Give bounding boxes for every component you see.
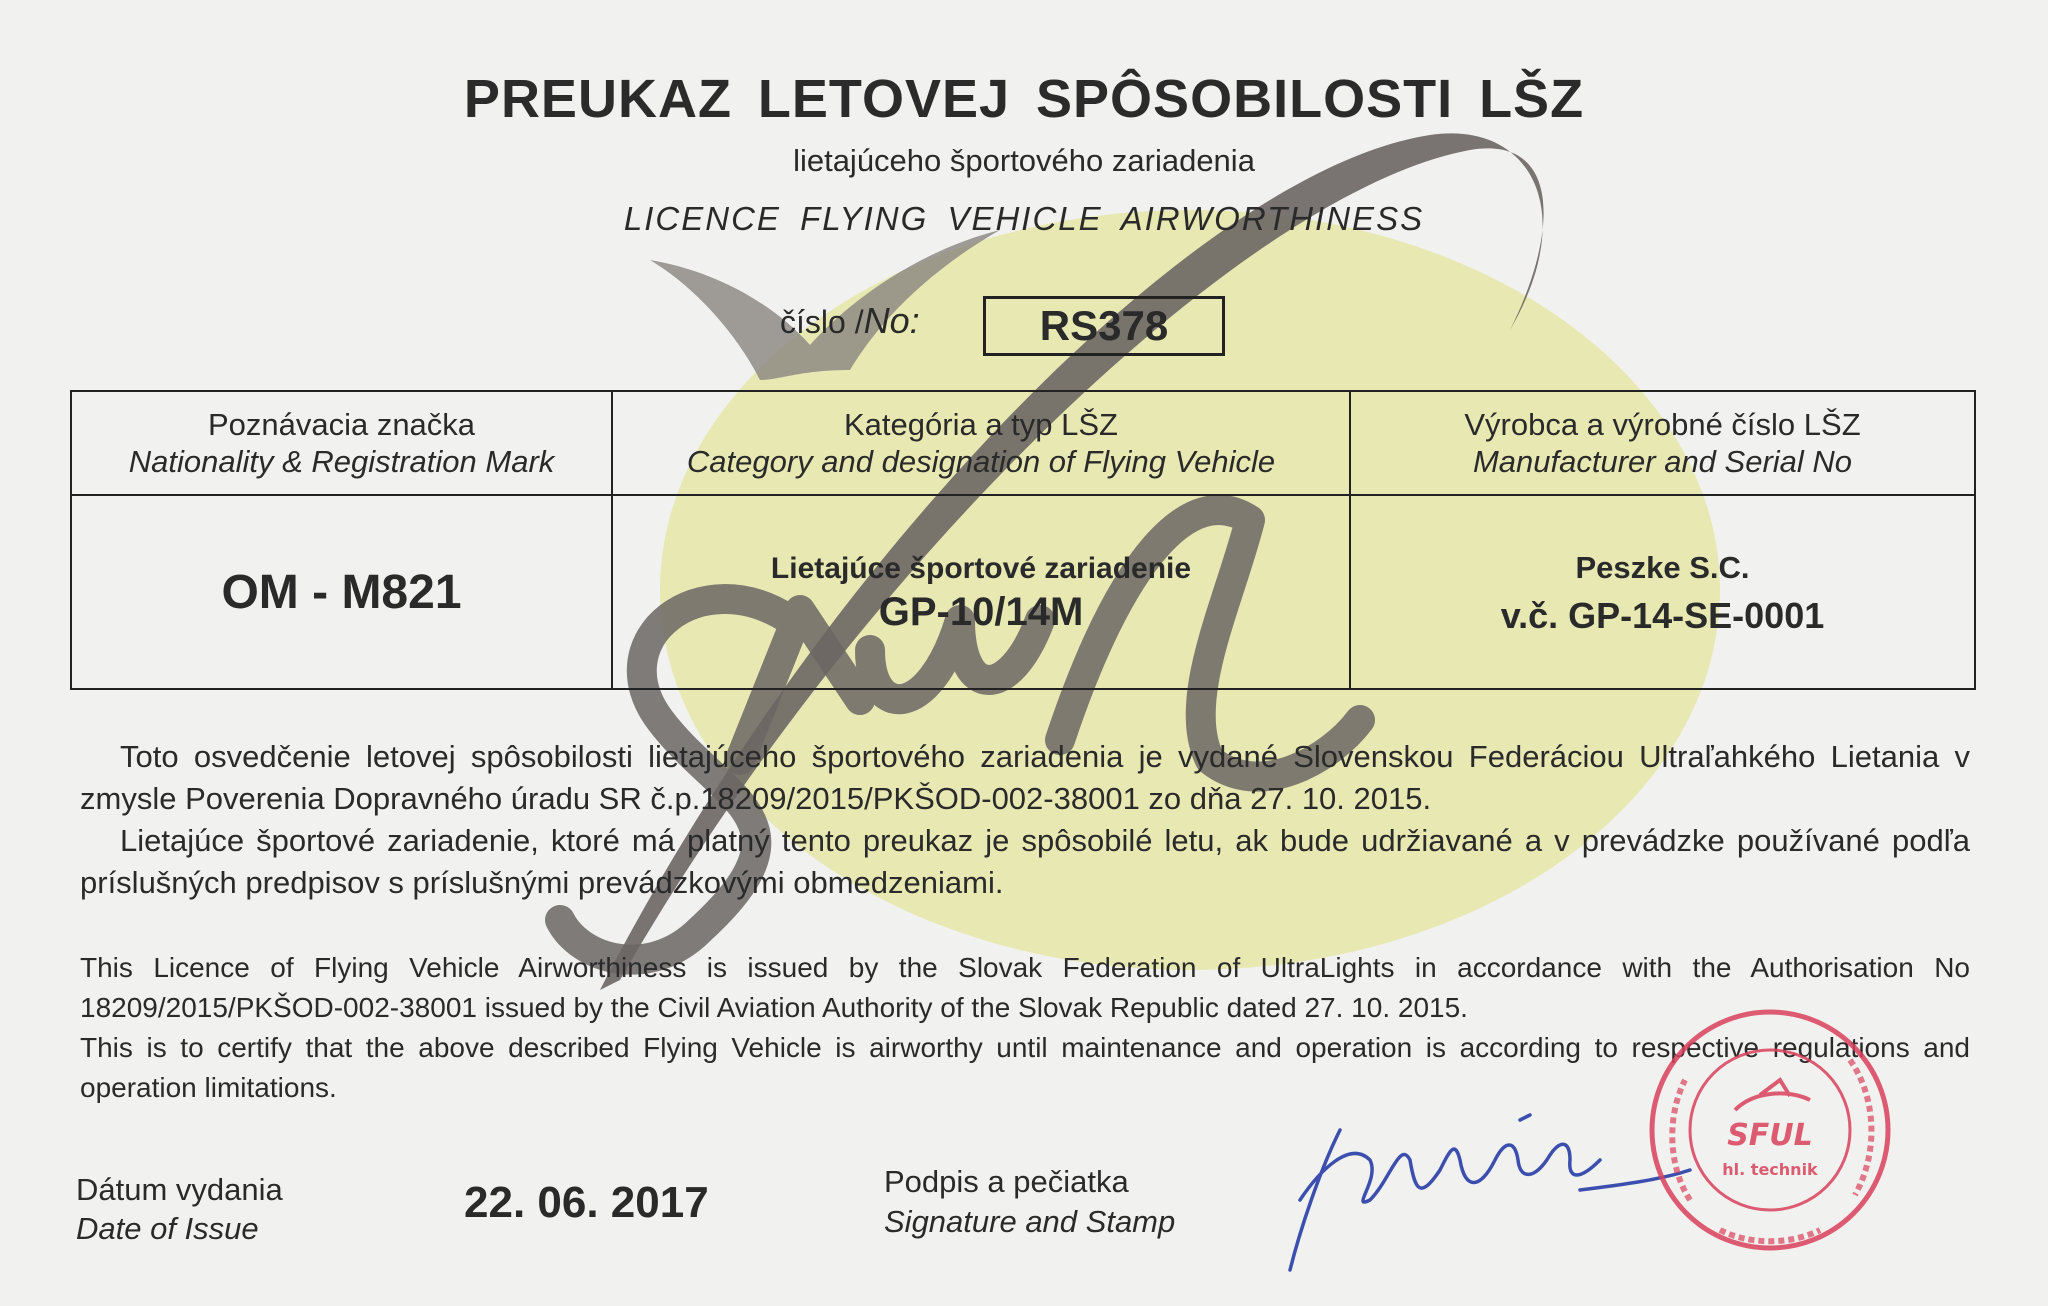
sig-label-en: Signature and Stamp	[884, 1204, 1176, 1239]
document-subtitle-en: LICENCE FLYING VEHICLE AIRWORTHINESS	[623, 200, 1425, 237]
manufacturer-cell	[1350, 495, 1975, 689]
signature-label	[884, 1162, 1175, 1242]
paragraph-en-1-text: This Licence of Flying Vehicle Airworthiness is issued by the Slovak Federation of UltraLights in accordance with the Authorisation No 18209/2015/PKŠOD-002-38001 issued by the Civil Aviation Authority of the Slovak Republic dated 27. 10. 2015.	[80, 952, 1970, 1023]
paragraph-sk-2-text: Lietajúce športové zariadenie, ktoré má platný tento preukaz je spôsobilé letu, ak bude udržiavané a v prevádzke používané podľa príslušných predpisov s príslušnými prevádzkovými obmedzeniami.	[80, 823, 1970, 900]
date-label-sk: Dátum vydania	[76, 1172, 283, 1207]
document-title: PREUKAZ LETOVEJ SPÔSOBILOSTI LŠZ	[463, 69, 1585, 129]
header-registration-en: Nationality & Registration Mark	[128, 444, 555, 479]
paragraph-sk-2	[80, 820, 1970, 904]
header-registration-sk: Poznávacia značka	[207, 407, 476, 442]
registration-table	[70, 390, 1976, 690]
registration-mark: OM - M821	[71, 495, 612, 689]
svg-text:SFUL: SFUL	[1727, 1118, 1813, 1153]
official-stamp	[1640, 1000, 1900, 1260]
number-label-sk: číslo /	[780, 304, 864, 340]
number-label-en: No:	[863, 300, 920, 341]
table-value-row	[71, 495, 1975, 689]
paragraph-sk-1	[80, 736, 1970, 820]
paragraph-en-2-text: This is to certify that the above described Flying Vehicle is airworthy until maintenance and operation is according to respective regulations and operation limitations.	[80, 1032, 1970, 1103]
header-category-sk: Kategória a typ LŠZ	[844, 407, 1118, 442]
date-of-issue-value: 22. 06. 2017	[464, 1178, 709, 1227]
date-of-issue-label	[76, 1170, 283, 1248]
header-manufacturer-en: Manufacturer and Serial No	[1472, 444, 1853, 479]
header-category-en: Category and designation of Flying Vehicle	[686, 444, 1276, 479]
number-label	[780, 300, 920, 342]
svg-text:hl. technik: hl. technik	[1722, 1160, 1818, 1179]
header-category	[612, 391, 1350, 495]
paragraph-sk-1-text: Toto osvedčenie letovej spôsobilosti lietajúceho športového zariadenia je vydané Slovenskou Federáciou Ultraľahkého Lietania v zmysle Poverenia Dopravného úradu SR č.p.18209/2015/PKŠOD-002-38001 zo dňa 27. 10. 2015.	[80, 739, 1970, 816]
date-label-en: Date of Issue	[76, 1211, 259, 1246]
licence-number-box: RS378	[983, 296, 1225, 356]
header-registration	[71, 391, 612, 495]
header-manufacturer-sk: Výrobca a výrobné číslo LŠZ	[1464, 407, 1861, 442]
table-header-row	[71, 391, 1975, 495]
handwritten-signature	[1280, 1080, 1700, 1280]
header-manufacturer	[1350, 391, 1975, 495]
category-cell	[612, 495, 1350, 689]
category-value: Lietajúce športové zariadenie	[770, 552, 1192, 585]
sig-label-sk: Podpis a pečiatka	[884, 1164, 1129, 1199]
serial-value: v.č. GP-14-SE-0001	[1500, 595, 1825, 636]
manufacturer-value: Peszke S.C.	[1575, 550, 1750, 585]
designation-value: GP-10/14M	[878, 590, 1084, 634]
document-subtitle: lietajúceho športového zariadenia	[793, 143, 1255, 178]
